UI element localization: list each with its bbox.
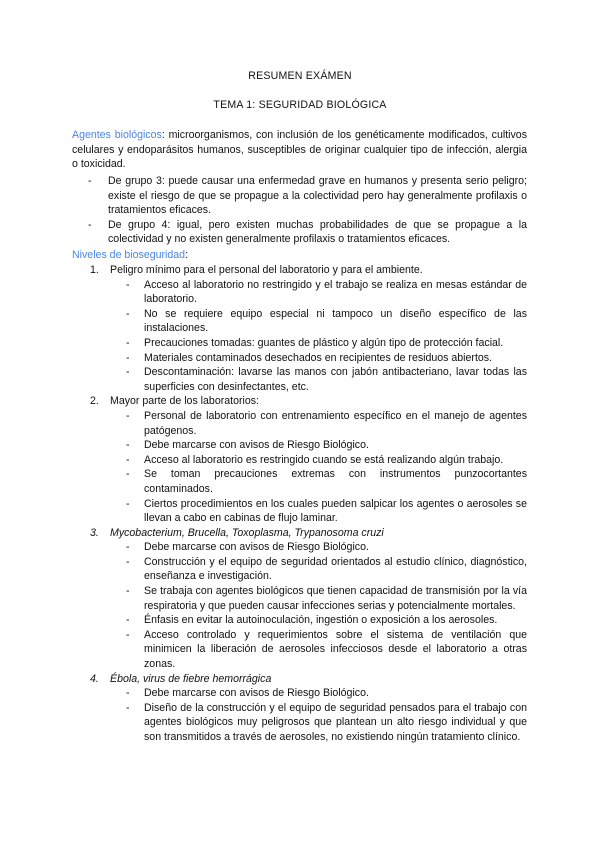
list-item — [88, 218, 527, 247]
list-marker: - — [88, 218, 92, 231]
level-sublist — [90, 278, 527, 395]
list-item-text: Énfasis en evitar la autoinoculación, ingestión o exposición a los aerosoles. — [144, 614, 498, 627]
list-item: - Acceso al laboratorio no restringido y el trabajo se realiza en mesas estándar de laboratorio. — [126, 278, 527, 306]
levels-heading — [72, 248, 527, 263]
list-item-text: Diseño de la construcción y el equipo de seguridad pensados para el trabajo con agentes biológicos muy peligrosos que plantean un alto riesgo individual y que son transmitidos a través de aerosoles, no existiendo ningún tratamiento clínico. — [144, 701, 527, 743]
list-item-text: Materiales contaminados desechados en recipientes de residuos abiertos. — [144, 351, 493, 364]
list-item: - Materiales contaminados desechados en recipientes de residuos abiertos. — [126, 351, 493, 364]
list-item: - Debe marcarse con avisos de Riesgo Biológico. — [126, 541, 369, 554]
list-item-text: Precauciones tomadas: guantes de plástico y algún tipo de protección facial. — [144, 336, 504, 349]
list-item-text: Descontaminación: lavarse las manos con jabón antibacteriano, lavar todas las superficies con desinfectantes, etc. — [144, 366, 527, 393]
levels-list — [90, 263, 527, 745]
list-marker: - — [88, 175, 92, 187]
level-title: Peligro mínimo para el personal del laboratorio y para el ambiente. — [110, 264, 423, 276]
level-number: 3. — [90, 526, 99, 539]
list-item-text: Construcción y el equipo de seguridad orientados al estudio clínico, diagnóstico, enseñanza e investigación. — [144, 555, 527, 583]
list-item-text: Debe marcarse con avisos de Riesgo Biológico. — [144, 541, 369, 554]
level-item — [90, 394, 527, 409]
list-item-text: Se trabaja con agentes biológicos que tienen capacidad de transmisión por la vía respiratoria y que pueden causar infecciones serias y potencialmente mortales. — [144, 585, 527, 612]
level-item — [90, 526, 527, 541]
list-item-text: Acceso controlado y requerimientos sobre el sistema de ventilación que minimicen la liberación de aerosoles infecciosos desde el laboratorio a otras zonas. — [144, 628, 527, 671]
list-item: - No se requiere equipo especial ni tampoco un diseño específico de las instalaciones. — [126, 307, 527, 335]
list-item-text: De grupo 4: igual, pero existen muchas probabilidades de que se propague a la colectividad y no existen generalmente profilaxis o tratamientos eficaces. — [108, 218, 527, 246]
list-item: - Personal de laboratorio con entrenamiento específico en el manejo de agentes patógenos. — [126, 409, 527, 437]
list-item-text: De grupo 3: puede causar una enfermedad grave en humanos y presenta serio peligro; existe el riesgo de que se propague a la colectividad pero hay generalmente profilaxis o tratamientos eficaces. — [108, 175, 527, 217]
level-number: 2. — [90, 395, 99, 408]
list-item: - Acceso controlado y requerimientos sobre el sistema de ventilación que minimicen la liberación de aerosoles infecciosos desde el laboratorio a otras zonas. — [126, 628, 527, 671]
list-item: - Se toman precauciones extremas con instrumentos punzocortantes contaminados. — [126, 468, 527, 495]
intro-paragraph — [72, 128, 527, 172]
list-item: - Énfasis en evitar la autoinoculación, ingestión o exposición a los aerosoles. — [126, 614, 498, 627]
list-item: - Diseño de la construcción y el equipo de seguridad pensados para el trabajo con agentes biológicos muy peligrosos que plantean un alto riesgo individual y que son transmitidos a través de aerosoles, no existiendo ningún tratamiento clínico. — [126, 701, 527, 743]
list-item: - Ciertos procedimientos en los cuales pueden salpicar los agentes o aerosoles se llevan a cabo en cabinas de flujo laminar. — [126, 497, 527, 525]
level-number: 4. — [90, 672, 99, 685]
list-item: - Debe marcarse con avisos de Riesgo Biológico. — [126, 687, 369, 700]
list-item-text: Acceso al laboratorio no restringido y el trabajo se realiza en mesas estándar de laboratorio. — [144, 278, 527, 306]
document-title: RESUMEN EXÁMEN — [248, 70, 352, 82]
intro-term: Agentes biológicos — [72, 129, 162, 141]
list-item: - Construcción y el equipo de seguridad orientados al estudio clínico, diagnóstico, enseñanza e investigación. — [126, 555, 527, 583]
level-title: Mayor parte de los laboratorios: — [110, 395, 259, 408]
list-item-text: No se requiere equipo especial ni tampoco un diseño específico de las instalaciones. — [144, 307, 527, 335]
groups-list — [88, 174, 527, 247]
level-item — [90, 263, 527, 278]
list-item: - Acceso al laboratorio es restringido cuando se está realizando algún trabajo. — [126, 453, 504, 466]
list-item-text: Acceso al laboratorio es restringido cuando se está realizando algún trabajo. — [144, 453, 504, 466]
list-item-text: Debe marcarse con avisos de Riesgo Biológico. — [144, 687, 369, 700]
list-item: - Precauciones tomadas: guantes de plástico y algún tipo de protección facial. — [126, 336, 504, 349]
document-subtitle: TEMA 1: SEGURIDAD BIOLÓGICA — [213, 99, 387, 111]
levels-heading-link: Niveles de bioseguridad — [72, 249, 186, 261]
level-item — [90, 672, 527, 687]
level-sublist — [90, 686, 527, 744]
list-item-text: Personal de laboratorio con entrenamiento específico en el manejo de agentes patógenos. — [144, 409, 527, 437]
list-item-text: Debe marcarse con avisos de Riesgo Biológico. — [144, 439, 369, 452]
list-item — [88, 174, 527, 218]
level-sublist — [90, 540, 527, 671]
list-item: - Descontaminación: lavarse las manos con jabón antibacteriano, lavar todas las superficies con desinfectantes, etc. — [126, 366, 527, 393]
levels-heading-colon: : — [185, 249, 189, 261]
level-number: 1. — [90, 264, 99, 276]
list-item: - Se trabaja con agentes biológicos que tienen capacidad de transmisión por la vía respiratoria y que pueden causar infecciones serias y potencialmente mortales. — [126, 585, 527, 612]
list-item-text: Ciertos procedimientos en los cuales pueden salpicar los agentes o aerosoles se llevan a cabo en cabinas de flujo laminar. — [144, 497, 527, 525]
level-title: Ébola, virus de fiebre hemorrágica — [110, 672, 272, 685]
list-item: - Debe marcarse con avisos de Riesgo Biológico. — [126, 439, 369, 452]
level-sublist — [90, 409, 527, 526]
list-item-text: Se toman precauciones extremas con instrumentos punzocortantes contaminados. — [144, 468, 527, 495]
intro-text: : microorganismos, con inclusión de los genéticamente modificados, cultivos celulares y endoparásitos humanos, susceptibles de originar cualquier tipo de infección, alergia o toxicidad. — [72, 129, 527, 171]
level-title: Mycobacterium, Brucella, Toxoplasma, Trypanosoma cruzi — [110, 526, 384, 539]
